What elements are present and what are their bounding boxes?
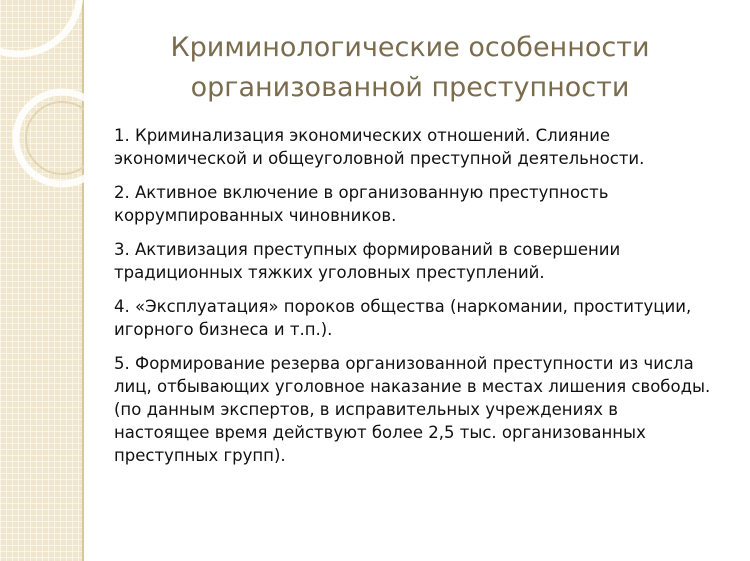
list-item-line: 2. Активное включение в организованную преступность [114, 183, 609, 202]
list-item [114, 181, 734, 227]
list-item-line: настоящее время действуют более 2,5 тыс. организованных [114, 423, 646, 442]
decorative-rings [0, 0, 84, 561]
list-item-line: 5. Формирование резерва организованной преступности из числа [114, 354, 694, 373]
decorative-side-panel [0, 0, 84, 561]
slide-title [130, 28, 690, 108]
list-item [114, 238, 734, 284]
list-item-line: преступных групп). [114, 446, 286, 465]
list-item-line: коррумпированных чиновников. [114, 206, 397, 225]
slide-title-line-2: организованной преступности [190, 72, 630, 103]
list-item [114, 124, 734, 170]
list-item-line: игорного бизнеса и т.п.). [114, 320, 333, 339]
slide-title-line-1: Криминологические особенности [170, 32, 650, 63]
list-item-line: лиц, отбывающих уголовное наказание в местах лишения свободы. [114, 377, 711, 396]
list-item-line: 1. Криминализация экономических отношений. Слияние [114, 126, 611, 145]
list-item [114, 352, 734, 467]
list-item-line: традиционных тяжких уголовных преступлений. [114, 263, 545, 282]
list-item-line: 4. «Эксплуатация» пороков общества (наркомании, проституции, [114, 297, 692, 316]
list-item-line: экономической и общеуголовной преступной деятельности. [114, 149, 645, 168]
list-item-line: 3. Активизация преступных формирований в совершении [114, 240, 621, 259]
list-item-line: (по данным экспертов, в исправительных учреждениях в [114, 400, 618, 419]
list-item [114, 295, 734, 341]
points-list [114, 124, 734, 478]
